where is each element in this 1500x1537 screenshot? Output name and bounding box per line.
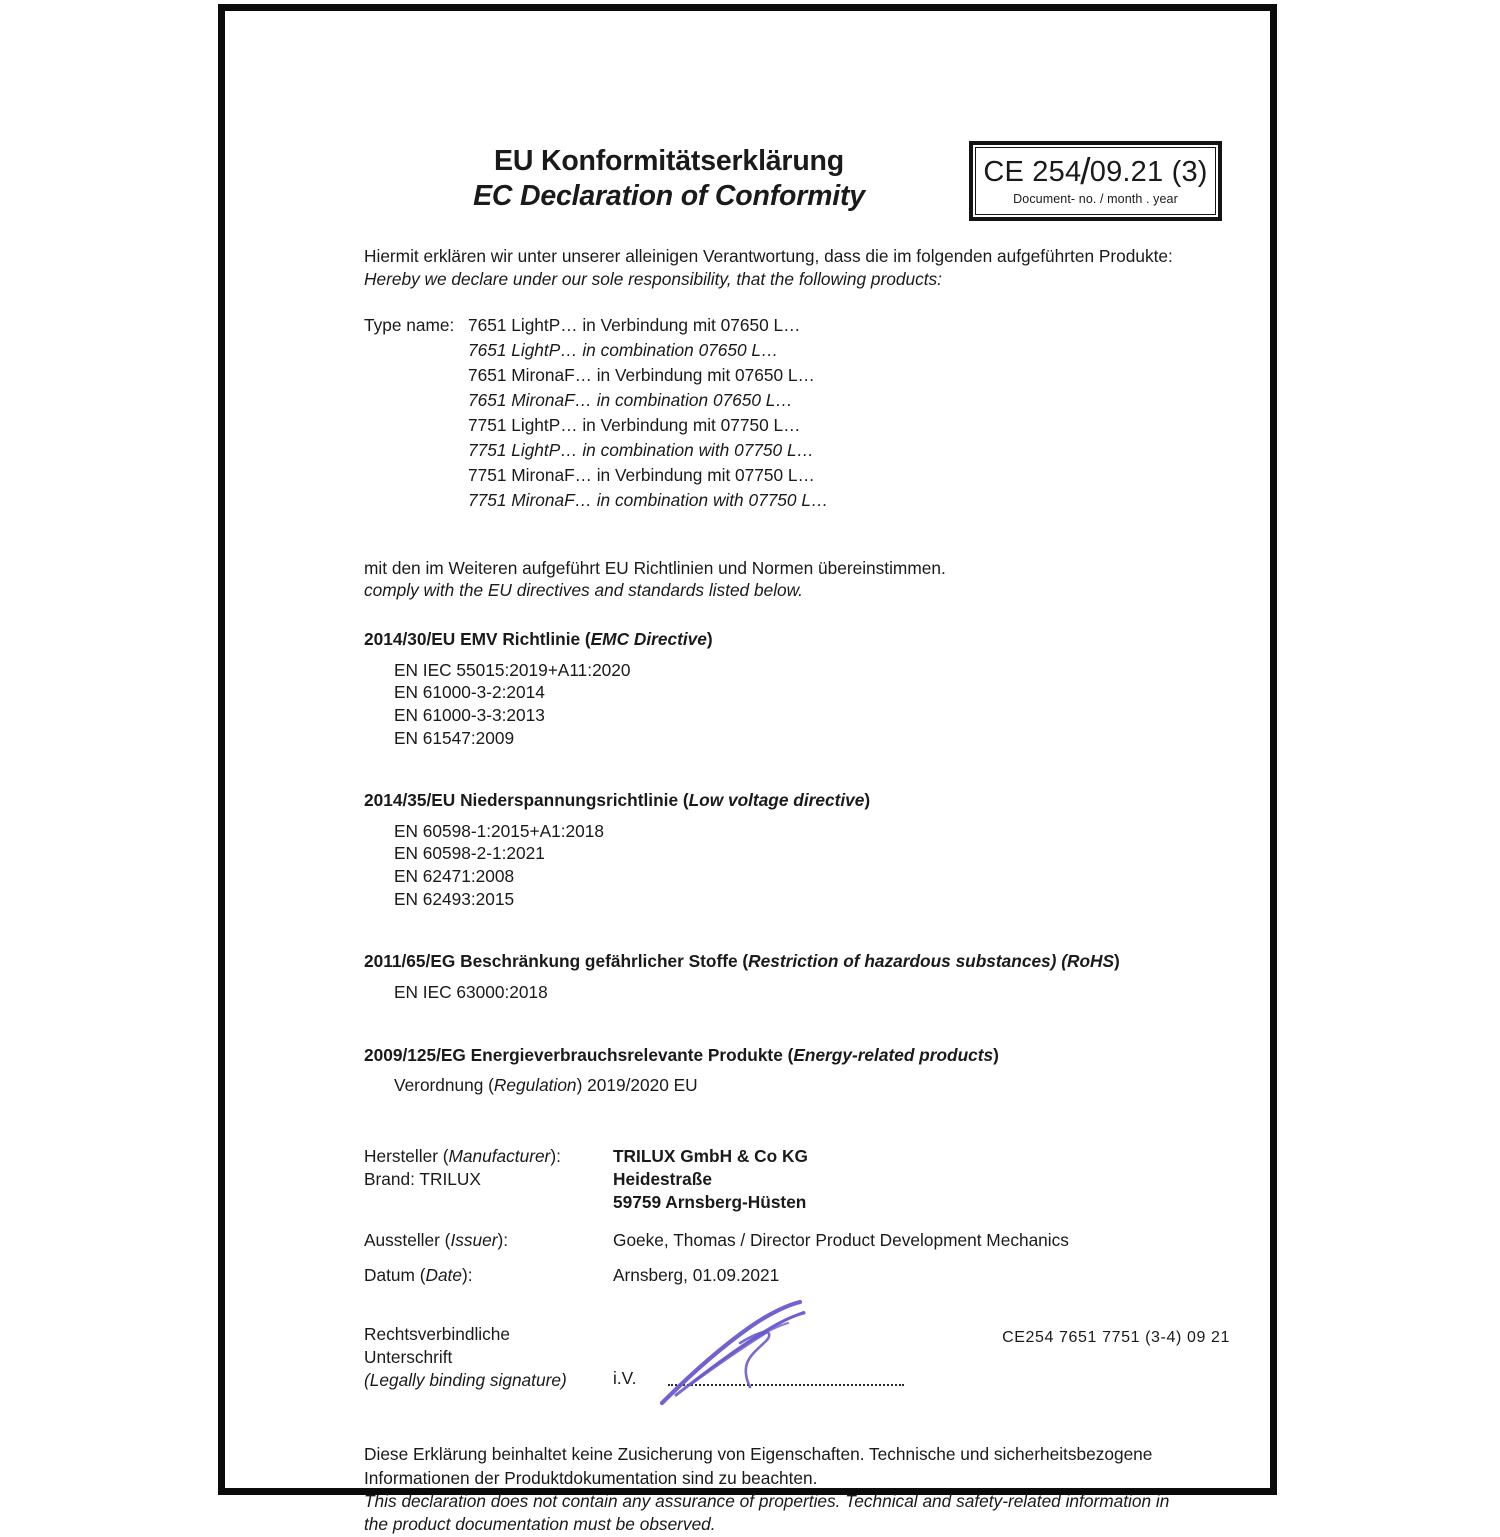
manufacturer-label-tail: ): bbox=[550, 1145, 561, 1166]
disclaimer-block bbox=[364, 1443, 1230, 1536]
standard-item: Verordnung (Regulation) 2019/2020 EU bbox=[394, 1075, 698, 1096]
standard-item: EN 62471:2008 bbox=[394, 866, 515, 887]
directive-title-de: 2014/30/EU EMV Richtlinie ( bbox=[364, 629, 591, 650]
standards-list bbox=[394, 659, 1230, 750]
comply-block bbox=[364, 557, 1230, 603]
comply-text-en: comply with the EU directives and standards listed below. bbox=[364, 580, 803, 601]
standard-item: EN IEC 55015:2019+A11:2020 bbox=[394, 659, 631, 680]
directive-title bbox=[364, 789, 1230, 811]
directive-title bbox=[364, 1044, 1230, 1066]
manufacturer-street: Heidestraße bbox=[613, 1169, 712, 1190]
directive-title bbox=[364, 628, 1230, 650]
type-name-item: 7751 MironaF… in combination with 07750 L… bbox=[468, 489, 829, 510]
signature-label-line3: (Legally binding signature) bbox=[364, 1370, 567, 1391]
directive-group bbox=[364, 628, 1230, 749]
type-name-item: 7751 LightP… in combination with 07750 L… bbox=[468, 439, 814, 460]
standard-item: EN 61000-3-3:2013 bbox=[394, 704, 545, 725]
manufacturer-city: 59759 Arnsberg-Hüsten bbox=[613, 1192, 807, 1213]
issuer-label-en: Issuer bbox=[450, 1229, 498, 1250]
document-titles bbox=[364, 145, 974, 213]
standards-list bbox=[394, 820, 1230, 911]
disclaimer-de-line1: Diese Erklärung beinhaltet keine Zusicherung von Eigenschaften. Technische und sicherheitsbezogene bbox=[364, 1444, 1153, 1465]
type-name-label: Type name: bbox=[364, 314, 455, 335]
document-number-prefix: CE 254 bbox=[983, 155, 1082, 188]
intro-block bbox=[364, 245, 1230, 291]
manufacturer-label bbox=[364, 1145, 613, 1168]
document-page-frame bbox=[218, 4, 1277, 1535]
type-name-block bbox=[364, 313, 1230, 513]
type-name-item: 7651 MironaF… in Verbindung mit 07650 L… bbox=[468, 364, 815, 385]
type-name-list bbox=[468, 313, 1230, 513]
document-number-suffix: 09.21 (3) bbox=[1089, 155, 1208, 188]
type-name-item: 7751 MironaF… in Verbindung mit 07750 L… bbox=[468, 464, 815, 485]
issuer-label-de: Aussteller ( bbox=[364, 1229, 451, 1250]
date-value: Arnsberg, 01.09.2021 bbox=[613, 1265, 780, 1286]
directive-title-de: 2009/125/EG Energieverbrauchsrelevante Produkte ( bbox=[364, 1044, 794, 1065]
document-number-caption: Document- no. / month . year bbox=[1013, 192, 1178, 207]
brand-label: Brand: TRILUX bbox=[364, 1169, 481, 1190]
manufacturer-label-en: Manufacturer bbox=[448, 1145, 551, 1166]
manufacturer-label-de: Hersteller ( bbox=[364, 1145, 449, 1166]
directive-group bbox=[364, 1044, 1230, 1097]
manufacturer-city-row bbox=[364, 1191, 1230, 1214]
date-label-tail: ): bbox=[461, 1265, 473, 1286]
comply-text-de: mit den im Weiteren aufgeführt EU Richtlinien und Normen übereinstimmen. bbox=[364, 557, 946, 578]
signature-label-line1: Rechtsverbindliche bbox=[364, 1324, 511, 1345]
brand-row bbox=[364, 1168, 1230, 1191]
page-title-en: EC Declaration of Conformity bbox=[473, 179, 865, 212]
manufacturer-row bbox=[364, 1145, 1230, 1168]
manufacturer-name: TRILUX GmbH & Co KG bbox=[613, 1145, 808, 1166]
page-footer: CE254 7651 7751 (3-4) 09 21 bbox=[1002, 1329, 1230, 1346]
document-page bbox=[225, 11, 1270, 1535]
type-name-item: 7651 LightP… in combination 07650 L… bbox=[468, 339, 779, 360]
issuer-label-tail: ): bbox=[497, 1229, 509, 1250]
signature-dotted-line bbox=[668, 1367, 904, 1386]
type-name-item: 7651 MironaF… in combination 07650 L… bbox=[468, 389, 793, 410]
document-content bbox=[364, 141, 1230, 1537]
meta-spacer bbox=[364, 1191, 613, 1214]
date-label-en: Date bbox=[425, 1265, 462, 1286]
directives-list bbox=[364, 628, 1230, 1097]
directive-title-tail: ) bbox=[706, 629, 713, 650]
date-row bbox=[364, 1264, 1230, 1287]
directive-title-tail: ) bbox=[1114, 951, 1120, 972]
signature-prefix: i.V. bbox=[613, 1368, 637, 1389]
standard-item: EN 60598-1:2015+A1:2018 bbox=[394, 820, 604, 841]
disclaimer-en-line1: This declaration does not contain any assurance of properties. Technical and safety-related information in bbox=[364, 1491, 1170, 1512]
directive-title-en: Restriction of hazardous substances) (RoHS bbox=[748, 951, 1115, 972]
disclaimer-de-line2: Informationen der Produktdokumentation sind zu beachten. bbox=[364, 1467, 818, 1488]
directive-title-en: Low voltage directive bbox=[688, 790, 865, 811]
intro-text-de: Hiermit erklären wir unter unserer alleinigen Verantwortung, dass die im folgenden aufgeführten Produkte: bbox=[364, 246, 1173, 266]
standard-item: EN 61000-3-2:2014 bbox=[394, 682, 545, 703]
issuer-value: Goeke, Thomas / Director Product Development Mechanics bbox=[613, 1229, 1069, 1250]
standard-item: EN IEC 63000:2018 bbox=[394, 981, 548, 1002]
directive-title-de: 2014/35/EU Niederspannungsrichtlinie ( bbox=[364, 790, 689, 811]
document-number: CE 254/09.21 (3) bbox=[983, 150, 1208, 192]
directive-title-en: Energy-related products bbox=[793, 1044, 994, 1065]
standard-item-emphasis: Regulation bbox=[493, 1075, 577, 1096]
issuer-row bbox=[364, 1229, 1230, 1252]
directive-title-en: EMC Directive bbox=[590, 629, 707, 650]
document-header bbox=[364, 141, 1230, 229]
document-number-box bbox=[969, 141, 1222, 221]
standard-item: EN 60598-2-1:2021 bbox=[394, 843, 545, 864]
date-label bbox=[364, 1264, 613, 1287]
signature-label-line2: Unterschrift bbox=[364, 1347, 453, 1368]
directive-title-tail: ) bbox=[993, 1044, 999, 1065]
document-number-box-inner bbox=[975, 147, 1216, 215]
date-label-de: Datum ( bbox=[364, 1265, 426, 1286]
standards-list bbox=[394, 1074, 1230, 1097]
standard-item: EN 61547:2009 bbox=[394, 727, 515, 748]
standard-item: EN 62493:2015 bbox=[394, 888, 515, 909]
directive-title-de: 2011/65/EG Beschränkung gefährlicher Stoffe ( bbox=[364, 951, 749, 972]
type-name-item: 7751 LightP… in Verbindung mit 07750 L… bbox=[468, 414, 801, 435]
directive-title-tail: ) bbox=[864, 790, 871, 811]
intro-text-en: Hereby we declare under our sole responsibility, that the following products: bbox=[364, 268, 942, 289]
disclaimer-en-line2: the product documentation must be observed. bbox=[364, 1514, 716, 1535]
type-name-item: 7651 LightP… in Verbindung mit 07650 L… bbox=[468, 314, 801, 335]
directive-group bbox=[364, 789, 1230, 910]
standards-list bbox=[394, 981, 1230, 1004]
directive-group bbox=[364, 950, 1230, 1003]
page-title-de: EU Konformitätserklärung bbox=[494, 145, 844, 177]
directive-title bbox=[364, 950, 1230, 972]
issuer-label bbox=[364, 1229, 613, 1252]
meta-block bbox=[364, 1145, 1230, 1288]
